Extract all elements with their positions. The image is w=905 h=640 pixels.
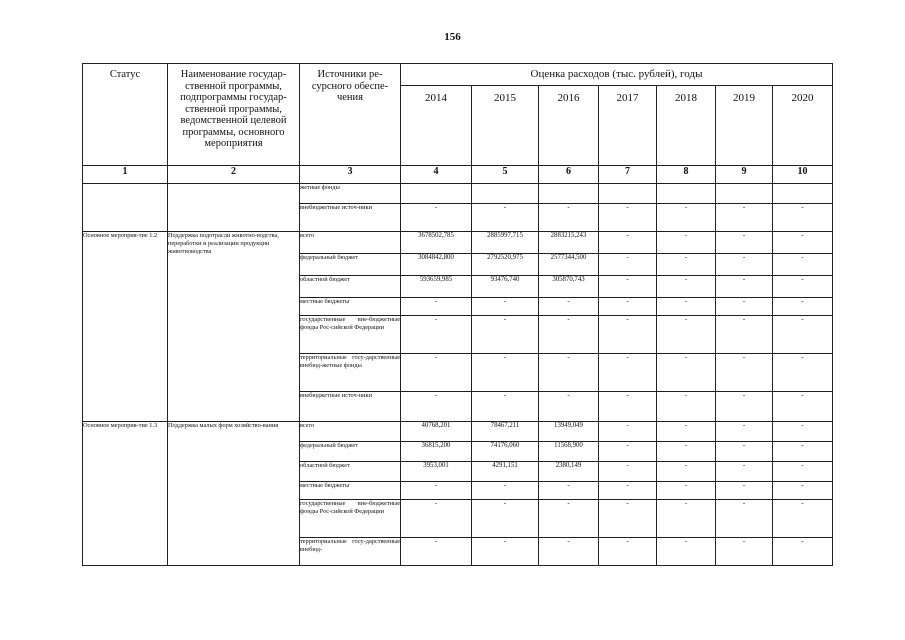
funding-source: всего	[300, 422, 401, 442]
value-cell: -	[657, 254, 716, 276]
value-cell: -	[716, 354, 773, 392]
value-cell: -	[716, 254, 773, 276]
value-cell: -	[716, 276, 773, 298]
funding-source: областной бюджет	[300, 276, 401, 298]
value-cell: -	[539, 204, 599, 232]
value-cell: 3678502,785	[401, 232, 472, 254]
value-cell: -	[401, 354, 472, 392]
table-row	[83, 422, 833, 442]
value-cell: -	[599, 232, 657, 254]
value-cell: -	[539, 500, 599, 538]
value-cell: -	[472, 500, 539, 538]
value-cell: 3953,001	[401, 462, 472, 482]
value-cell: -	[539, 316, 599, 354]
value-cell: -	[773, 316, 833, 354]
funding-source: территориальные госу-дарственные внебюд-	[300, 538, 401, 566]
year-header: 2016	[539, 86, 599, 166]
value-cell: -	[401, 204, 472, 232]
value-cell: -	[599, 500, 657, 538]
value-cell: -	[599, 298, 657, 316]
value-cell: -	[773, 298, 833, 316]
value-cell: -	[657, 232, 716, 254]
value-cell: -	[716, 482, 773, 500]
value-cell: 2380,149	[539, 462, 599, 482]
year-header: 2019	[716, 86, 773, 166]
value-cell	[472, 184, 539, 204]
value-cell: 2883215,243	[539, 232, 599, 254]
value-cell: -	[716, 392, 773, 422]
value-cell: 78467,211	[472, 422, 539, 442]
value-cell: -	[773, 482, 833, 500]
value-cell	[657, 184, 716, 204]
value-cell: -	[657, 392, 716, 422]
funding-source: внебюджетные источ-ники	[300, 392, 401, 422]
value-cell: -	[716, 462, 773, 482]
column-number: 8	[657, 166, 716, 184]
value-cell: 593659,985	[401, 276, 472, 298]
value-cell: -	[773, 538, 833, 566]
value-cell: -	[657, 422, 716, 442]
value-cell: -	[472, 204, 539, 232]
value-cell: -	[539, 392, 599, 422]
year-header: 2018	[657, 86, 716, 166]
value-cell: -	[657, 316, 716, 354]
program-name-cell: Поддержка малых форм хозяйство-вания	[168, 422, 300, 566]
value-cell: 74176,060	[472, 442, 539, 462]
year-header: 2014	[401, 86, 472, 166]
value-cell: 3084842,800	[401, 254, 472, 276]
value-cell: -	[657, 500, 716, 538]
value-cell: -	[401, 538, 472, 566]
funding-source: государственные вне-бюджетные фонды Рос-сийской Федерации	[300, 316, 401, 354]
value-cell: -	[472, 482, 539, 500]
value-cell: -	[716, 204, 773, 232]
value-cell: -	[657, 298, 716, 316]
year-header: 2020	[773, 86, 833, 166]
table-row	[83, 184, 833, 204]
value-cell: -	[599, 462, 657, 482]
header-program-name: Наименование государ-ственной программы, подпрограммы государ-ственной программы, ведомственной целевой программы, основного мероприятия	[168, 64, 300, 166]
value-cell: -	[599, 204, 657, 232]
column-number: 3	[300, 166, 401, 184]
value-cell: -	[773, 354, 833, 392]
value-cell	[773, 184, 833, 204]
value-cell: -	[539, 354, 599, 392]
value-cell: -	[599, 442, 657, 462]
value-cell: -	[716, 422, 773, 442]
value-cell: -	[599, 354, 657, 392]
value-cell: 40768,201	[401, 422, 472, 442]
value-cell: -	[657, 442, 716, 462]
funding-source: государственные вне-бюджетные фонды Рос-сийской Федерации	[300, 500, 401, 538]
value-cell: -	[716, 232, 773, 254]
value-cell: -	[599, 392, 657, 422]
column-number: 7	[599, 166, 657, 184]
value-cell: -	[472, 298, 539, 316]
column-number: 4	[401, 166, 472, 184]
value-cell: -	[657, 538, 716, 566]
value-cell: 305870,743	[539, 276, 599, 298]
value-cell: -	[773, 500, 833, 538]
value-cell: -	[472, 354, 539, 392]
value-cell: -	[773, 392, 833, 422]
value-cell: 4291,151	[472, 462, 539, 482]
funding-source: всего	[300, 232, 401, 254]
value-cell: -	[539, 482, 599, 500]
value-cell: -	[716, 442, 773, 462]
value-cell: -	[599, 538, 657, 566]
header-status: Статус	[83, 64, 168, 166]
page-number: 156	[444, 31, 461, 43]
year-header: 2015	[472, 86, 539, 166]
value-cell: 2792520,975	[472, 254, 539, 276]
column-number: 9	[716, 166, 773, 184]
column-number: 5	[472, 166, 539, 184]
value-cell: -	[716, 316, 773, 354]
value-cell: -	[773, 442, 833, 462]
value-cell: -	[599, 482, 657, 500]
expenditure-table	[82, 63, 833, 566]
value-cell: -	[401, 500, 472, 538]
value-cell: -	[657, 354, 716, 392]
value-cell: -	[773, 254, 833, 276]
table-row	[83, 232, 833, 254]
value-cell: -	[657, 204, 716, 232]
value-cell: -	[472, 392, 539, 422]
value-cell	[539, 184, 599, 204]
program-name-cell	[168, 184, 300, 232]
value-cell: -	[599, 254, 657, 276]
value-cell: 36815,200	[401, 442, 472, 462]
column-number: 2	[168, 166, 300, 184]
value-cell: -	[401, 482, 472, 500]
value-cell: -	[716, 538, 773, 566]
value-cell: -	[773, 462, 833, 482]
value-cell	[401, 184, 472, 204]
value-cell: -	[599, 276, 657, 298]
value-cell: -	[657, 462, 716, 482]
funding-source: местные бюджеты	[300, 298, 401, 316]
value-cell: -	[401, 316, 472, 354]
funding-source: федеральный бюджет	[300, 442, 401, 462]
value-cell: -	[657, 482, 716, 500]
funding-source: федеральный бюджет	[300, 254, 401, 276]
status-cell: Основное мероприя-тие 1.2	[83, 232, 168, 422]
value-cell: 13949,049	[539, 422, 599, 442]
funding-source: внебюджетные источ-ники	[300, 204, 401, 232]
value-cell	[599, 184, 657, 204]
value-cell	[716, 184, 773, 204]
funding-source: территориальные госу-дарственные внебюд-жетные фонды	[300, 354, 401, 392]
value-cell: 2577344,500	[539, 254, 599, 276]
year-header: 2017	[599, 86, 657, 166]
funding-source: областной бюджет	[300, 462, 401, 482]
value-cell: 93476,740	[472, 276, 539, 298]
funding-source: местные бюджеты	[300, 482, 401, 500]
value-cell: -	[599, 316, 657, 354]
value-cell: 11568,900	[539, 442, 599, 462]
value-cell: 2885997,715	[472, 232, 539, 254]
value-cell: -	[773, 204, 833, 232]
value-cell: -	[657, 276, 716, 298]
value-cell: -	[472, 538, 539, 566]
value-cell: -	[539, 538, 599, 566]
header-expenditure-estimate: Оценка расходов (тыс. рублей), годы	[401, 64, 833, 86]
value-cell: -	[773, 422, 833, 442]
value-cell: -	[773, 276, 833, 298]
status-cell	[83, 184, 168, 232]
program-name-cell: Поддержка подотрасли животно-водства, переработки и реализации продукции животноводства	[168, 232, 300, 422]
value-cell: -	[401, 298, 472, 316]
value-cell: -	[716, 500, 773, 538]
status-cell: Основное мероприя-тие 1.3	[83, 422, 168, 566]
column-number: 10	[773, 166, 833, 184]
value-cell: -	[472, 316, 539, 354]
value-cell: -	[599, 422, 657, 442]
header-funding-sources: Источники ре-сурсного обеспе-чения	[300, 64, 401, 166]
column-number: 1	[83, 166, 168, 184]
column-number: 6	[539, 166, 599, 184]
value-cell: -	[401, 392, 472, 422]
value-cell: -	[539, 298, 599, 316]
value-cell: -	[716, 298, 773, 316]
value-cell: -	[773, 232, 833, 254]
funding-source: жетные фонды	[300, 184, 401, 204]
